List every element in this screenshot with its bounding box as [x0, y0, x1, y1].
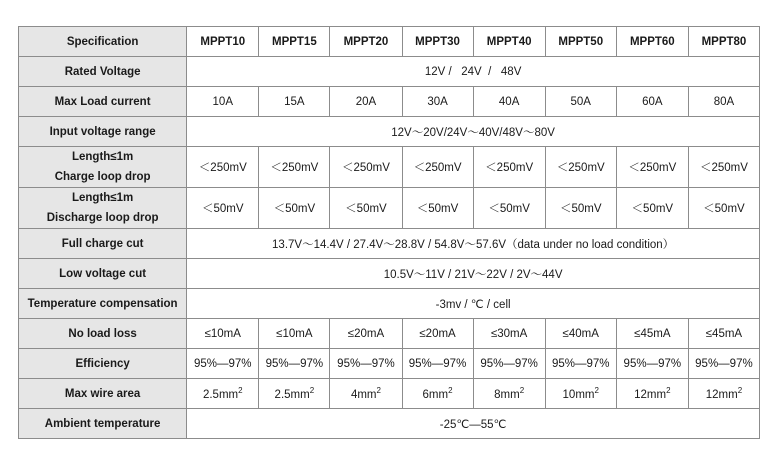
table-cell: 30A	[402, 87, 473, 117]
table-cell: 95%—97%	[187, 349, 259, 379]
table-cell: ≤45mA	[688, 319, 759, 349]
input-voltage-value: 12V～20V/24V～40V/48V～80V	[187, 117, 760, 147]
input-voltage-row	[19, 117, 760, 147]
temperature-compensation-row	[19, 289, 760, 319]
table-cell: ＜250mV	[330, 147, 402, 188]
table-cell: ＜50mV	[473, 188, 545, 229]
table-cell: 95%—97%	[473, 349, 545, 379]
row-label: No load loss	[19, 319, 187, 349]
table-cell: 95%—97%	[402, 349, 473, 379]
table-cell: ＜250mV	[545, 147, 616, 188]
header-row	[19, 27, 760, 57]
row-label: Ambient temperature	[19, 409, 187, 439]
max-load-current-row	[19, 87, 760, 117]
model-header: MPPT60	[616, 27, 688, 57]
table-cell	[616, 379, 688, 409]
full-charge-cut-value: 13.7V～14.4V / 27.4V～28.8V / 54.8V～57.6V（data under no load condition）	[187, 229, 760, 259]
table-cell: 80A	[688, 87, 759, 117]
specification-header: Specification	[19, 27, 187, 57]
cell-value: 12mm	[705, 388, 738, 401]
table-cell: ＜250mV	[187, 147, 259, 188]
unit-superscript: 2	[376, 386, 381, 396]
table-cell: 95%—97%	[616, 349, 688, 379]
table-cell: 40A	[473, 87, 545, 117]
row-label-line1: Length≤1m	[71, 192, 134, 204]
row-label: Efficiency	[19, 349, 187, 379]
table-cell: ＜50mV	[688, 188, 759, 229]
table-cell: ＜50mV	[259, 188, 330, 229]
table-cell: 95%—97%	[545, 349, 616, 379]
model-header: MPPT40	[473, 27, 545, 57]
cell-value: 2.5mm	[202, 388, 239, 401]
charge-loop-drop-row	[19, 147, 760, 188]
row-label	[19, 188, 187, 229]
full-charge-cut-row	[19, 229, 760, 259]
model-header: MPPT80	[688, 27, 759, 57]
row-label-line2: Discharge loop drop	[46, 212, 159, 224]
table-cell: 95%—97%	[259, 349, 330, 379]
row-label: Max Load current	[19, 87, 187, 117]
ambient-temperature-row	[19, 409, 760, 439]
table-cell: 95%—97%	[688, 349, 759, 379]
row-label: Input voltage range	[19, 117, 187, 147]
table-cell: ≤40mA	[545, 319, 616, 349]
row-label: Max wire area	[19, 379, 187, 409]
low-voltage-cut-row	[19, 259, 760, 289]
table-cell: 50A	[545, 87, 616, 117]
row-label-line2: Charge loop drop	[54, 171, 151, 183]
table-cell: ＜250mV	[473, 147, 545, 188]
unit-superscript: 2	[309, 386, 315, 396]
cell-value: 6mm	[422, 388, 449, 401]
table-cell: ＜50mV	[616, 188, 688, 229]
model-header: MPPT15	[259, 27, 330, 57]
rated-voltage-value: 12V / 24V / 48V	[187, 57, 760, 87]
cell-value: 10mm	[562, 388, 595, 401]
model-header: MPPT50	[545, 27, 616, 57]
cell-value: 4mm	[350, 388, 377, 401]
cell-value: 2.5mm	[274, 388, 310, 401]
table-cell: ≤10mA	[187, 319, 259, 349]
table-cell: ＜250mV	[616, 147, 688, 188]
table-cell: ＜250mV	[688, 147, 759, 188]
table-cell: ＜50mV	[187, 188, 259, 229]
table-cell: 20A	[330, 87, 402, 117]
unit-superscript: 2	[737, 386, 743, 396]
table-cell	[688, 379, 759, 409]
table-cell	[259, 379, 330, 409]
rated-voltage-row	[19, 57, 760, 87]
unit-superscript: 2	[666, 386, 671, 396]
cell-value: 8mm	[494, 388, 520, 401]
row-label: Low voltage cut	[19, 259, 187, 289]
table-cell: ≤45mA	[616, 319, 688, 349]
row-label-line1: Length≤1m	[71, 151, 134, 163]
table-cell: ＜50mV	[402, 188, 473, 229]
ambient-temperature-value: -25℃—55℃	[187, 409, 760, 439]
no-load-loss-row	[19, 319, 760, 349]
discharge-loop-drop-row	[19, 188, 760, 229]
model-header: MPPT30	[402, 27, 473, 57]
row-label	[19, 147, 187, 188]
model-header: MPPT20	[330, 27, 402, 57]
unit-superscript: 2	[594, 386, 599, 396]
model-header: MPPT10	[187, 27, 259, 57]
table-cell	[330, 379, 402, 409]
table-cell: ≤20mA	[330, 319, 402, 349]
row-label: Temperature compensation	[19, 289, 187, 319]
spec-table	[18, 26, 760, 439]
table-cell	[402, 379, 473, 409]
unit-superscript: 2	[448, 386, 453, 396]
row-label: Rated Voltage	[19, 57, 187, 87]
unit-superscript: 2	[519, 386, 525, 396]
table-cell: 60A	[616, 87, 688, 117]
low-voltage-cut-value: 10.5V～11V / 21V～22V / 2V～44V	[187, 259, 760, 289]
table-cell	[187, 379, 259, 409]
table-cell	[545, 379, 616, 409]
table-cell: ≤30mA	[473, 319, 545, 349]
cell-value: 12mm	[634, 388, 667, 401]
table-cell: ＜50mV	[330, 188, 402, 229]
unit-superscript: 2	[238, 386, 243, 396]
temperature-compensation-value: -3mv / ℃ / cell	[187, 289, 760, 319]
table-cell: ＜50mV	[545, 188, 616, 229]
efficiency-row	[19, 349, 760, 379]
table-cell: ≤20mA	[402, 319, 473, 349]
table-cell: 10A	[187, 87, 259, 117]
row-label: Full charge cut	[19, 229, 187, 259]
table-cell: ＜250mV	[402, 147, 473, 188]
table-cell: 15A	[259, 87, 330, 117]
max-wire-area-row	[19, 379, 760, 409]
table-cell: 95%—97%	[330, 349, 402, 379]
table-cell: ≤10mA	[259, 319, 330, 349]
table-cell: ＜250mV	[259, 147, 330, 188]
table-cell	[473, 379, 545, 409]
